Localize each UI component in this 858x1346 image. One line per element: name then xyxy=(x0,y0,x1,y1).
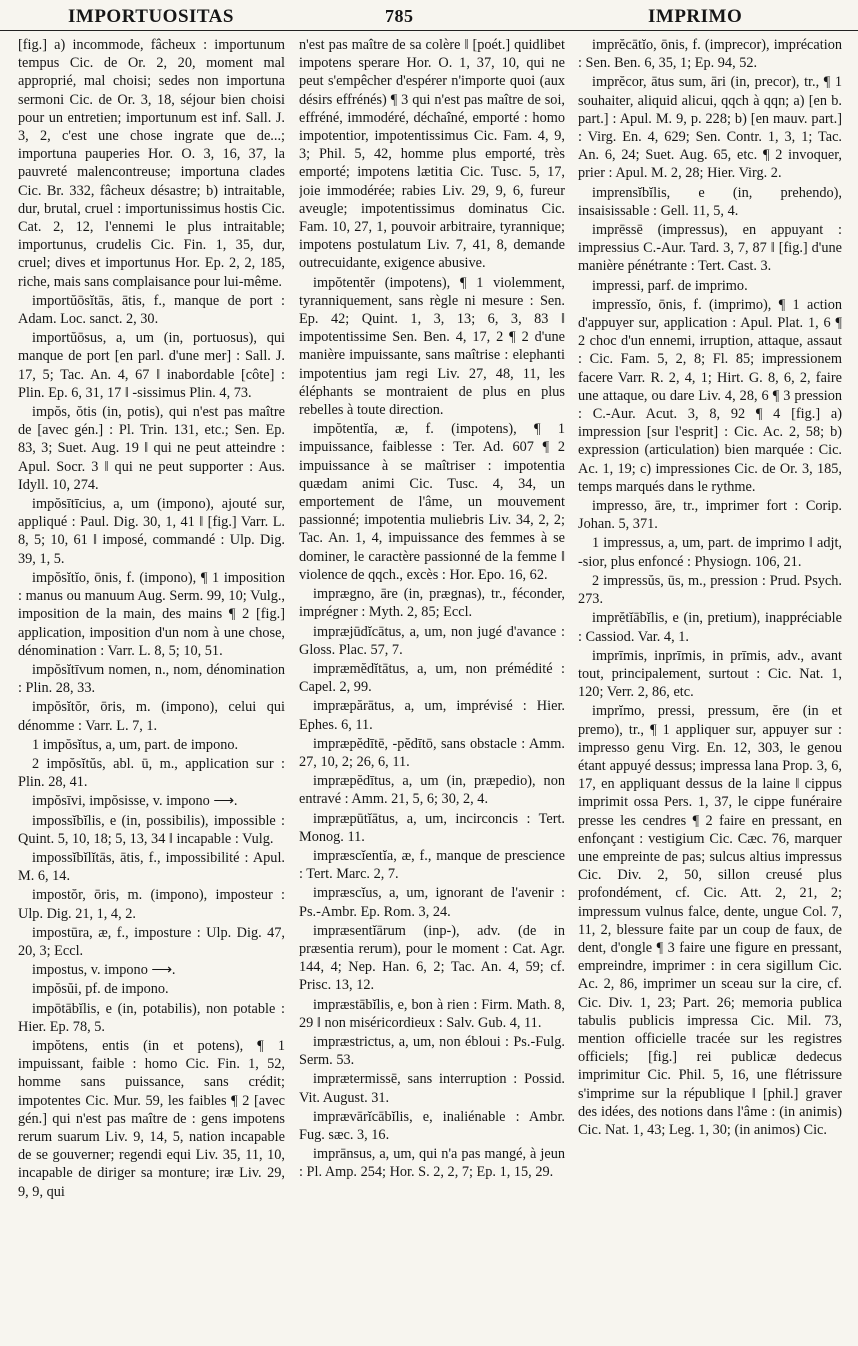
dictionary-entry: imprensĭbĭlis, e (in, prehendo), insaisissable : Gell. 11, 5, 4. xyxy=(578,184,842,219)
dictionary-entry: impostūra, æ, f., imposture : Ulp. Dig. 47, 20, 3; Eccl. xyxy=(18,924,285,959)
dictionary-entry: impossĭbĭlis, e (in, possibilis), impossible : Quint. 5, 10, 18; 5, 13, 34 ‖ incapable : Vulg. xyxy=(18,812,285,847)
page-header xyxy=(0,0,858,31)
dictionary-entry: impostus, v. impono ⟶. xyxy=(32,962,176,979)
dictionary-entry: importŭōsĭtās, ātis, f., manque de port : Adam. Loc. sanct. 2, 30. xyxy=(18,292,285,328)
dictionary-entry: impŏsĭtĭo, ōnis, f. (impono), ¶ 1 imposition : manus ou manuum Aug. Serm. 99, 10; Vulg., imposition de la main, des mains ¶ 2 [fig.] application, imposition d'un nom à une chose, dénomination : Varr. L. 8, 5; 10, 51. xyxy=(18,569,285,659)
dictionary-entry: 1 impressus, a, um, part. de imprimo ‖ adjt, -sior, plus enfoncé : Physiogn. 106, 21. xyxy=(578,535,842,570)
dictionary-entry: 1 impŏsĭtus, a, um, part. de impono. xyxy=(32,736,239,753)
dictionary-entry: 2 impressŭs, ūs, m., pression : Prud. Psych. 273. xyxy=(578,572,842,608)
dictionary-entry: imprĭmo, pressi, pressum, ĕre (in et premo), tr., ¶ 1 appliquer sur, appuyer sur : impresso genu Virg. En. 12, 303, le genou étant appuyé dessus; impressa lana Prop. 3, 6, 17, en appliquant dessus de la laine ‖ cippus imprimit ossa Pers. 1, 37, le cippe funéraire presse les cendres ¶ 2 faire en pressant, en enfonçant : vestigium Cic. Cæc. 76, marquer une empreinte de pas; sulcus altius impressus Cic. Div. 2, 50, sillon creusé plus profondément, cf. Cic. Att. 2, 21, 2; impressum vulnus falce, dente, ungue Col. 7, 11, 2, blessure faite par un coup de faux, de dent, d'ongle ¶ 3 faire une figure en pressant, empreindre, imprimer : in cera sigillum Cic. Ac. 2, 86, imprimer un sceau sur la cire, cf. Cic. Div. 1, 23; Part. 26; memoria publica tabulis publicis impressa Cic. Mil. 73, mention officielle tracée sur les registres officiels; [fig.] rei publicæ dedecus imprimitur Cic. Phil. 5, 16, une flétrissure s'imprime sur la république ‖ [phil.] graver des idées, des notions dans l'âme : (in animis) Cic. Nat. 1, 43; Leg. 1, 30; (in animos) Cic. xyxy=(578,703,842,1138)
dictionary-entry: impŏsĭtīvum nomen, n., nom, dénomination : Plin. 28, 33. xyxy=(18,661,285,697)
dictionary-entry: 2 impŏsĭtŭs, abl. ū, m., application sur : Plin. 28, 41. xyxy=(18,755,285,791)
column-right xyxy=(578,36,842,1340)
running-head-left: IMPORTUOSITAS xyxy=(68,6,234,27)
column-middle xyxy=(299,36,565,1340)
dictionary-entry: imprĕtĭābĭlis, e (in, pretium), inappréciable : Cassiod. Var. 4, 1. xyxy=(578,610,842,645)
dictionary-entry: imprīmis, inprīmis, in prīmis, adv., avant tout, principalement, surtout : Cic. Nat. 1, 120; Verr. 2, 86, etc. xyxy=(578,647,842,701)
dictionary-entry: impræscĭentĭa, æ, f., manque de prescience : Tert. Marc. 2, 7. xyxy=(299,847,565,883)
dictionary-entry: impossĭbĭlĭtās, ātis, f., impossibilité : Apul. M. 6, 14. xyxy=(18,849,285,885)
running-head-right: IMPRIMO xyxy=(648,6,743,27)
dictionary-entry: impræmĕdĭtātus, a, um, non prémédité : Capel. 2, 99. xyxy=(299,660,565,696)
column-left xyxy=(18,36,285,1340)
dictionary-entry: impræjūdĭcātus, a, um, non jugé d'avance : Gloss. Plac. 57, 7. xyxy=(299,623,565,658)
dictionary-entry: imprĕcātĭo, ōnis, f. (imprecor), imprécation : Sen. Ben. 6, 35, 1; Ep. 94, 52. xyxy=(578,37,842,72)
dictionary-entry: n'est pas maître de sa colère ‖ [poét.] quidlibet impotens sperare Hor. O. 1, 37, 10, qui ne peut s'empêcher d'espérer n'importe quoi (aux désirs effrénés) ¶ 3 qui n'est pas maître de soi, effréné, immodéré, déchaîné, emporté : homo impotentior, impotentissimus Cic. Fam. 4, 9, 3; Phil. 5, 42, homme plus emporté, très emporté; impotens lætitia Cic. Tusc. 5, 17, joie immodérée; rabies Liv. 29, 9, 6, fureur aveugle; impotentissimus dominatus Cic. Fam. 10, 27, 1, pouvoir arbitraire, tyrannique; impotens postulatum Liv. 7, 41, 8, demande outrecuidante, exigence abusive. xyxy=(299,37,565,272)
dictionary-entry: impræscĭus, a, um, ignorant de l'avenir : Ps.-Ambr. Ep. Rom. 3, 24. xyxy=(299,885,565,920)
dictionary-entry: impŏsītīcius, a, um (impono), ajouté sur, appliqué : Paul. Dig. 30, 1, 41 ‖ [fig.] Varr. L. 8, 5; 10, 61 ‖ imposé, commandé : Ulp. Dig. 39, 1, 5. xyxy=(18,496,285,567)
dictionary-entry: impresso, āre, tr., imprimer fort : Corip. Johan. 5, 371. xyxy=(578,498,842,533)
dictionary-entry: impressi, parf. de imprimo. xyxy=(592,277,748,294)
dictionary-entry: impræpĕdītus, a, um (in, præpedio), non entravé : Amm. 21, 5, 6; 30, 2, 4. xyxy=(299,773,565,808)
dictionary-entry: impŏtentĭa, æ, f. (impotens), ¶ 1 impuissance, faiblesse : Ter. Ad. 607 ¶ 2 impuissance à se maîtriser : impotentia quædam animi Cic. Tusc. 4, 34, un emportement de l'âme, un mouvement passionné; impotentia muliebris Liv. 34, 2, 2; Tac. An. 1, 4, impuissance des femmes à se dominer, le caractère passionné de la femme ‖ violence de qqch., excès : Hor. Epo. 16, 62. xyxy=(299,421,565,583)
dictionary-entry: importŭōsus, a, um (in, portuosus), qui manque de port [en parl. d'une mer] : Sall. J. 17, 5; Tac. An. 4, 67 ‖ inabordable [côte] : Plin. Ep. 6, 31, 17 ‖ -sissimus Plin. 4, 73. xyxy=(18,330,285,401)
dictionary-entry: impræstābĭlis, e, bon à rien : Firm. Math. 8, 29 ‖ non miséricordieux : Salv. Gub. 4, 11. xyxy=(299,996,565,1031)
dictionary-entry: [fig.] a) incommode, fâcheux : importunum tempus Cic. de Or. 2, 20, moment mal approprié, mal choisi; sedes non importuna sermoni Cic. de Or. 3, 18, séjour bien choisi pour un entretien; importunum est inf. Sall. J. 3, 2, c'est une chose ingrate que de...; importuna pauperies Hor. O. 3, 16, 37, la pauvreté malencontreuse; importuna clades Cic. Br. 332, fâcheux désastre; b) intraitable, dur, brutal, cruel : importunissimus hostis Cic. Cat. 2, 12, l'ennemi le plus intraitable; importunus, crudelis Cic. Fin. 1, 35, dur, cruel; dives et importunus Hor. Ep. 2, 2, 185, riche, mais sans complaisance pour lui-même. xyxy=(18,37,285,290)
dictionary-entry: impræpărātus, a, um, imprévisé : Hier. Ephes. 6, 11. xyxy=(299,698,565,733)
dictionary-entry: impŏs, ŏtis (in, potis), qui n'est pas maître de [avec gén.] : Pl. Trin. 131, etc.; Sen. Ep. 83, 3; Suet. Aug. 19 ‖ qui ne peut atteindre : Apul. Socr. 3 ‖ qui ne peut supporter : Aus. Idyll. 10, 274. xyxy=(18,404,285,493)
dictionary-entry: imprānsus, a, um, qui n'a pas mangé, à jeun : Pl. Amp. 254; Hor. S. 2, 2, 7; Ep. 1, 15, 29. xyxy=(299,1146,565,1181)
dictionary-entry: impōtābĭlis, e (in, potabilis), non potable : Hier. Ep. 78, 5. xyxy=(18,1000,285,1035)
dictionary-entry: imprægno, āre (in, prægnas), tr., féconder, imprégner : Myth. 2, 85; Eccl. xyxy=(299,586,565,621)
dictionary-entry: impŏsŭi, pf. de impono. xyxy=(32,981,169,998)
dictionary-entry: imprēssē (impressus), en appuyant : impressius C.-Aur. Tard. 3, 7, 87 ‖ [fig.] d'une manière pénétrante : Tert. Cast. 3. xyxy=(578,222,842,275)
page-number: 785 xyxy=(385,6,414,26)
dictionary-entry: impostŏr, ōris, m. (impono), imposteur : Ulp. Dig. 21, 1, 4, 2. xyxy=(18,887,285,922)
dictionary-entry: impræpūtĭātus, a, um, incirconcis : Tert. Monog. 11. xyxy=(299,810,565,845)
dictionary-entry: imprævārĭcābĭlis, e, inaliénable : Ambr. Fug. sæc. 3, 16. xyxy=(299,1108,565,1143)
dictionary-entry: impŏtentĕr (impotens), ¶ 1 violemment, tyranniquement, sans règle ni mesure : Sen. Ep. 42; Quint. 1, 3, 13; 6, 3, 83 ‖ impotentissime Sen. Ben. 4, 17, 2 ¶ 2 d'une manière impuissante, sans maîtrise : elephanti impotentius jam regi Liv. 27, 48, 11, les éléphants se montraient de plus en plus rebelles à toute direction. xyxy=(299,274,565,419)
dictionary-entry: imprĕcor, ātus sum, āri (in, precor), tr., ¶ 1 souhaiter, aliquid alicui, qqch à qqn; a) [en b. part.] : Apul. M. 9, p. 228; b) [en mauv. part.] : Virg. En. 4, 629; Sen. Contr. 1, 3, 1; Tac. An. 6, 24; Suet. Aug. 65, etc. ¶ 2 invoquer, prier : Apul. M. 2, 28; Hier. Virg. 2. xyxy=(578,74,842,182)
dictionary-entry: impressĭo, ōnis, f. (imprimo), ¶ 1 action d'appuyer sur, application : Apul. Plat. 1, 6 ¶ 2 choc d'un ennemi, irruption, attaque, assaut : Cic. Fam. 5, 2, 8; Fl. 85; impressionem facere Varr. R. 2, 4, 1; Hirt. G. 8, 6, 2, faire une attaque, ou dare Liv. 4, 28, 6 ¶ 3 pression : C.-Aur. Acut. 3, 8, 92 ¶ 4 [fig.] a) impression [sur l'esprit] : Cic. Ac. 2, 58; b) expression (articulation) bien marquée : Cic. Ac. 1, 19; c) impressiones Cic. de Or. 3, 185, temps marqués dans le rythme. xyxy=(578,296,842,495)
dictionary-entry: impræpĕdītē, -pĕdītō, sans obstacle : Amm. 27, 10, 2; 26, 6, 11. xyxy=(299,735,565,770)
dictionary-entry: impŏsĭtŏr, ōris, m. (impono), celui qui dénomme : Varr. L. 7, 1. xyxy=(18,699,285,734)
dictionary-entry: impŏsīvi, impŏsisse, v. impono ⟶. xyxy=(32,793,238,810)
dictionary-entry: impræstrictus, a, um, non ébloui : Ps.-Fulg. Serm. 53. xyxy=(299,1033,565,1069)
dictionary-entry: impræsentĭārum (inp-), adv. (de in præsentia rerum), pour le moment : Cat. Agr. 144, 4; Nep. Han. 6, 2; Tac. An. 4, 59; cf. Prisc. 13, 12. xyxy=(299,922,565,994)
dictionary-entry: imprætermissē, sans interruption : Possid. Vit. August. 31. xyxy=(299,1071,565,1106)
dictionary-entry: impŏtens, entis (in et potens), ¶ 1 impuissant, faible : homo Cic. Fin. 1, 52, homme sans puissance, sans crédit; impotentes Cic. Mur. 59, les faibles ¶ 2 [avec gén.] qui n'est pas maître de : gens impotens rerum suarum Liv. 9, 14, 5, nation incapable de se gouverner; regendi equi Liv. 35, 11, 10, incapable de diriger sa monture; iræ Liv. 29, 9, 9, qui xyxy=(18,1037,285,1200)
